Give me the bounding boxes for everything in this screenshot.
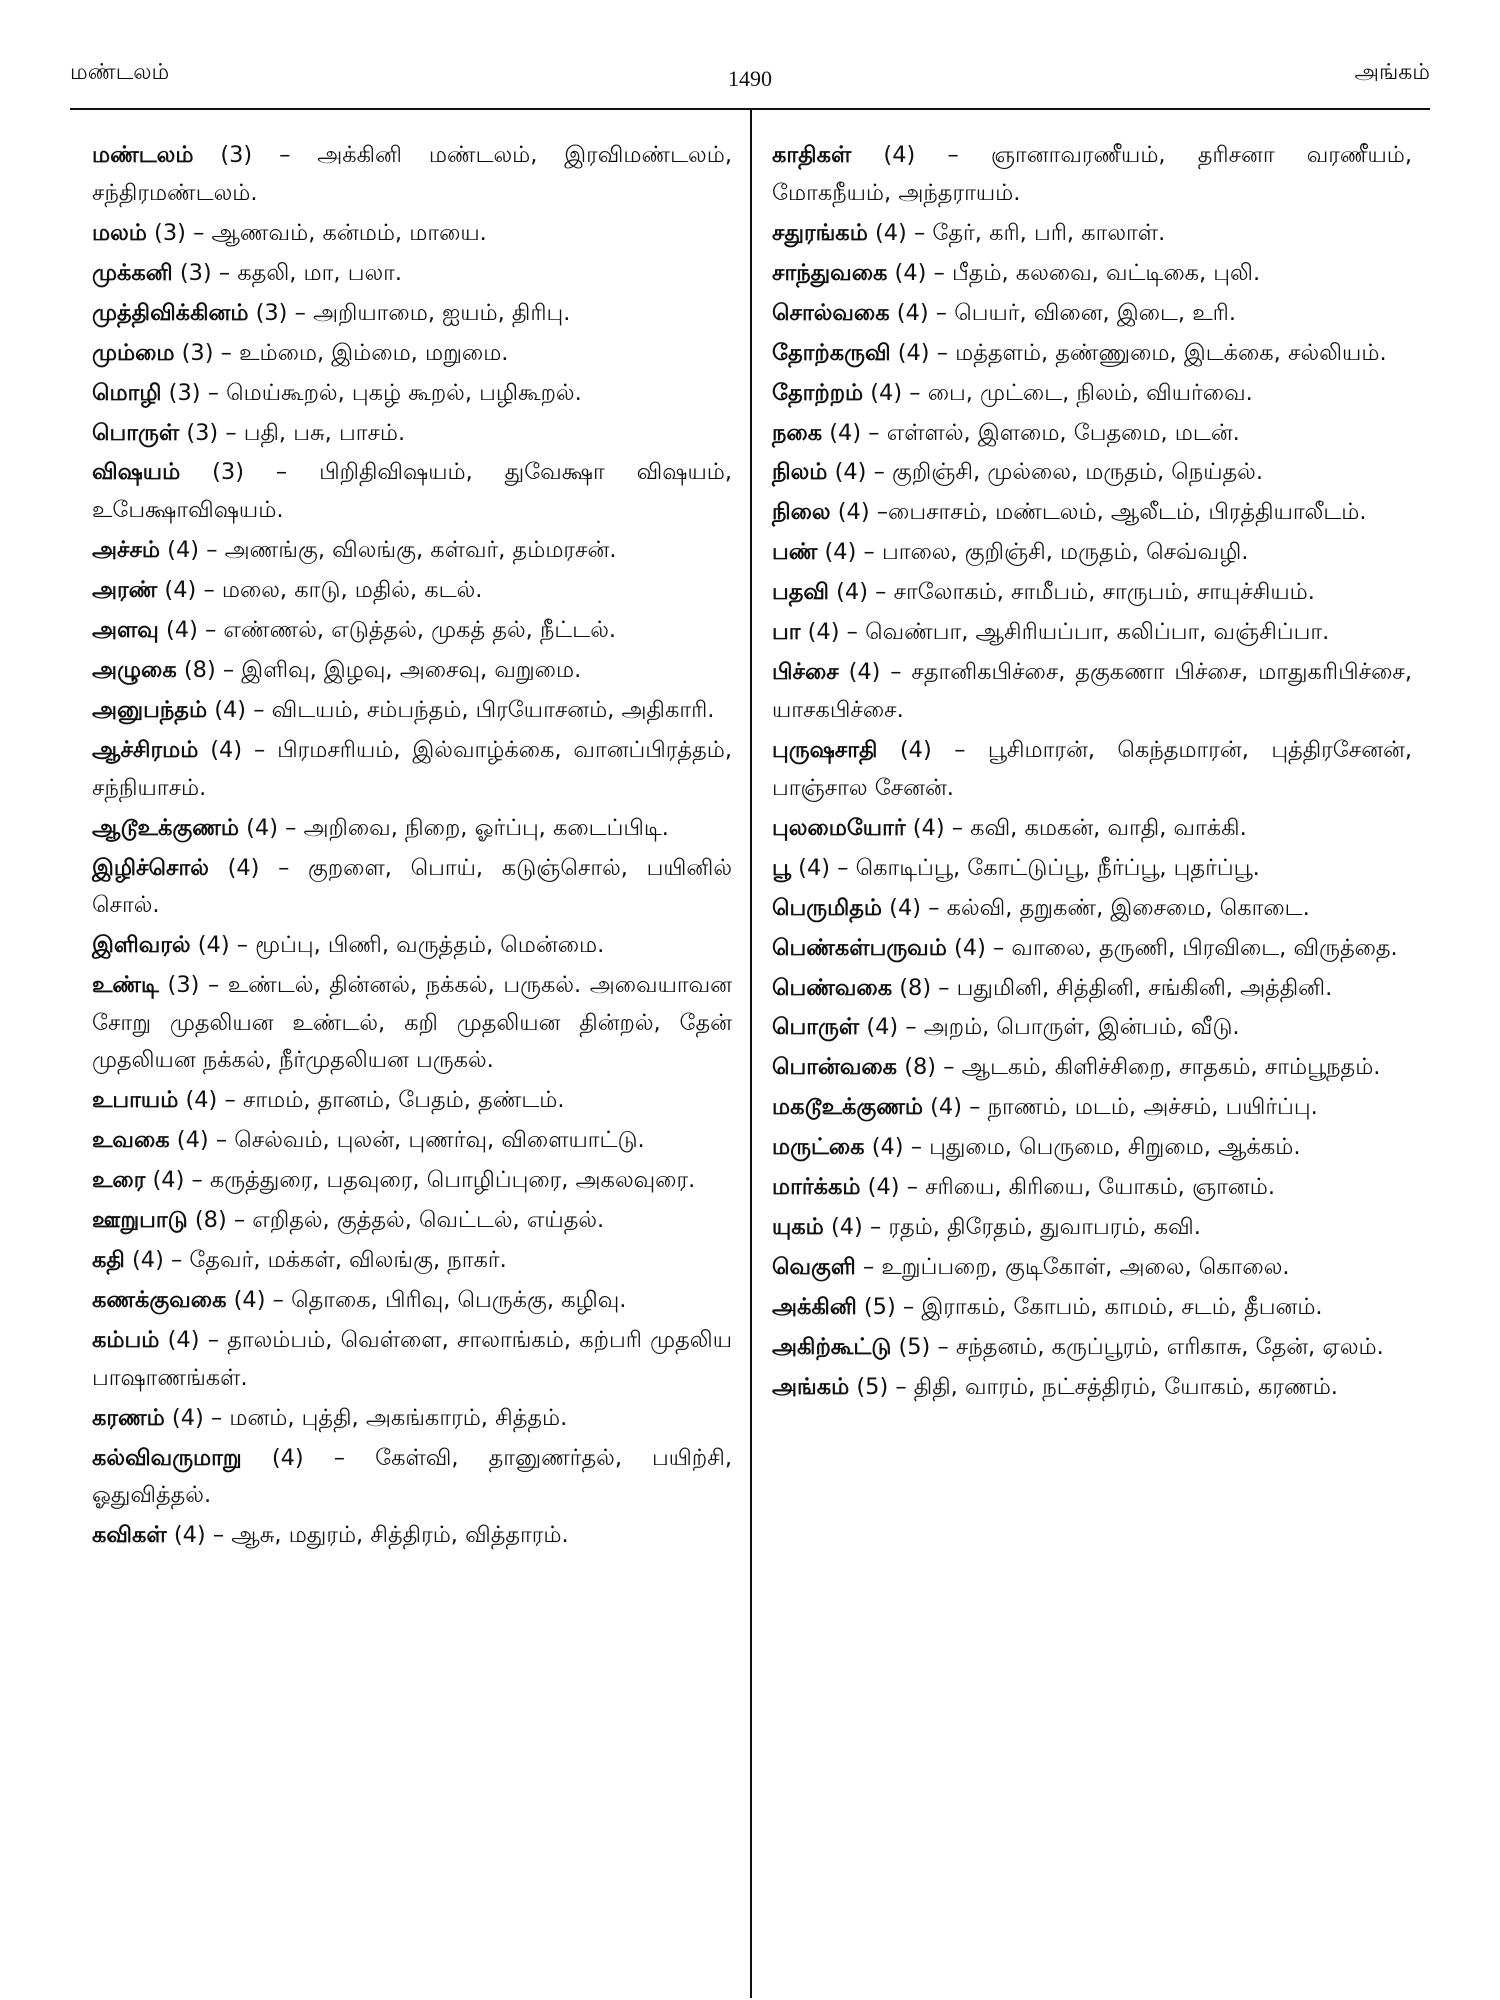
entry-definition: (4) – கொடிப்பூ, கோட்டுப்பூ, நீர்ப்பூ, புதர்ப்பூ. [791,854,1260,881]
entry-definition: (4) – பை, முட்டை, நிலம், வியர்வை. [863,379,1253,406]
dictionary-entry [772,415,1412,453]
dictionary-entry [92,810,732,848]
entry-definition: (4) – கவி, கமகன், வாதி, வாக்கி. [905,814,1247,841]
entry-definition: (4) – சரியை, கிரியை, யோகம், ஞானம். [860,1174,1275,1201]
dictionary-entry [92,612,732,650]
entry-headword: ஊறுபாடு [92,1207,188,1234]
dictionary-entry [772,654,1412,729]
entry-definition: (4) – எண்ணல், எடுத்தல், முகத் தல், நீட்டல். [158,617,617,644]
entry-headword: உபாயம் [92,1087,179,1114]
dictionary-entry [772,215,1412,253]
dictionary-entry [92,967,732,1080]
dictionary-entry [92,927,732,965]
entry-headword: பா [772,619,801,646]
column-divider [750,108,752,1998]
entry-definition: (4) – தேவர், மக்கள், விலங்கு, நாகர். [124,1247,507,1274]
dictionary-entry [92,1202,732,1240]
entry-headword: அனுபந்தம் [92,697,208,723]
entry-definition: (3) – ஆணவம், கன்மம், மாயை. [146,219,487,246]
entry-headword: பெண்கள்பருவம் [772,934,947,961]
entry-definition: (4) – பூசிமாரன், கெந்தமாரன், புத்திரசேனன், பாஞ்சால சேனன். [772,736,1412,801]
entry-headword: பொன்வகை [772,1054,898,1081]
dictionary-entry [92,1082,732,1120]
entry-headword: இளிவரல் [92,932,191,959]
entry-definition: (4) – சதானிகபிச்சை, தகுகணா பிச்சை, மாதுகரிபிச்சை, யாசகபிச்சை. [772,659,1412,723]
entry-headword: உவகை [92,1127,170,1154]
entry-definition: (4) – மலை, காடு, மதில், கடல். [157,577,483,604]
entry-headword: நிலை [772,499,831,526]
entry-definition: (4) –பைசாசம், மண்டலம், ஆலீடம், பிரத்தியாலீடம். [830,499,1367,526]
entry-definition: (4) – செல்வம், புலன், புணர்வு, விளையாட்டு. [169,1127,645,1154]
entry-definition: (8) – பதுமினி, சித்தினி, சங்கினி, அத்தினி. [892,974,1333,1001]
entry-headword: ஆடூஉக்குணம் [92,814,239,841]
dictionary-entry [92,454,732,529]
entry-definition: (4) – கேள்வி, தானுணர்தல், பயிற்சி, ஓதுவித்தல். [92,1444,732,1509]
dictionary-entry [92,215,732,253]
entry-definition: (8) – எறிதல், குத்தல், வெட்டல், எய்தல். [187,1207,605,1234]
entry-headword: பெருமிதம் [772,894,883,921]
entry-headword: மும்மை [92,339,175,366]
dictionary-entry [772,454,1412,492]
entry-definition: (3) – உம்மை, இம்மை, மறுமை. [174,339,509,366]
dictionary-entry [92,335,732,373]
dictionary-entry [772,1089,1412,1127]
dictionary-entry [772,1369,1412,1407]
entry-definition: (4) – குறளை, பொய், கடுஞ்சொல், பயினில் சொல். [92,854,732,919]
entry-definition: (4) – பீதம், கலவை, வட்டிகை, புலி. [887,259,1261,286]
entry-headword: அளவு [92,617,159,644]
entry-definition: (4) – வாலை, தருணி, பிரவிடை, விருத்தை. [946,934,1398,961]
entry-definition: (4) – ஆசு, மதுரம், சித்திரம், வித்தாரம். [166,1522,569,1549]
dictionary-entry [92,652,732,690]
entry-headword: கதி [92,1247,125,1274]
entry-headword: பொருள் [772,1014,860,1041]
dictionary-entry [772,375,1412,413]
entry-definition: (3) – உண்டல், தின்னல், நக்கல், பருகல். அவையாவன சோறு முதலியன உண்டல், கறி முதலியன தின்றல், தேன் முதலியன நக்கல், நீர்முதலியன பருகல். [92,972,732,1074]
entry-headword: பிச்சை [772,659,839,686]
dictionary-entry [92,732,732,807]
entry-definition: (4) – பிரமசரியம், இல்வாழ்க்கை, வானப்பிரத்தம், சந்நியாசம். [92,736,732,801]
entry-headword: அங்கம் [772,1374,850,1401]
running-head-right: அங்கம் [1354,60,1430,85]
entry-headword: அழுகை [92,657,177,684]
entry-definition: (4) – தேர், கரி, பரி, காலாள். [867,219,1166,246]
entry-definition: (4) – ரதம், திரேதம், துவாபரம், கவி. [823,1214,1201,1241]
entry-headword: இழிச்சொல் [92,854,209,881]
dictionary-entry [772,1129,1412,1167]
entry-headword: மண்டலம் [92,142,194,168]
entry-definition: (4) – சாமம், தானம், பேதம், தண்டம். [178,1087,565,1114]
entry-headword: அச்சம் [92,537,161,564]
page-header [70,60,1430,110]
entry-definition: (5) – சந்தனம், கருப்பூரம், எரிகாசு, தேன், ஏலம். [891,1334,1384,1361]
entry-headword: அரண் [92,577,158,604]
entry-headword: கரணம் [92,1404,165,1431]
entry-headword: கல்விவருமாறு [92,1444,242,1471]
entry-definition: (5) – இராகம், கோபம், காமம், சடம், தீபனம். [856,1294,1323,1321]
dictionary-entry [772,295,1412,333]
entry-definition: (4) – அணங்கு, விலங்கு, கள்வர், தம்மரசன். [160,537,617,564]
entry-headword: அக்கினி [772,1294,857,1321]
entry-headword: பதவி [772,579,829,606]
dictionary-entry [772,1329,1412,1367]
dictionary-entry [92,137,732,212]
dictionary-entry [92,415,732,453]
dictionary-entry [772,732,1412,807]
dictionary-entry [772,1249,1412,1287]
dictionary-entry [92,692,732,730]
entry-headword: நிலம் [772,459,828,486]
entry-definition: (5) – திதி, வாரம், நட்சத்திரம், யோகம், கரணம். [849,1374,1338,1401]
dictionary-entry [92,572,732,610]
entry-headword: உரை [92,1167,146,1194]
page-number: 1490 [728,66,772,91]
entry-definition: (4) – அறிவை, நிறை, ஓர்ப்பு, கடைப்பிடி. [238,814,669,841]
entry-headword: உண்டி [92,972,159,999]
right-column [772,137,1412,1409]
entry-headword: புலமையோர் [772,814,906,841]
entry-headword: பூ [772,854,792,881]
running-head-left: மண்டலம் [70,60,170,85]
entry-definition: (8) – இளிவு, இழவு, அசைவு, வறுமை. [176,657,582,684]
entry-definition: (4) – பெயர், வினை, இடை, உரி. [889,299,1236,326]
entry-headword: நகை [772,419,823,446]
dictionary-entry [92,1282,732,1320]
dictionary-entry [772,1049,1412,1087]
dictionary-entry [92,375,732,413]
entry-headword: முத்திவிக்கினம் [92,299,249,326]
dictionary-entry [772,614,1412,652]
dictionary-entry [772,810,1412,848]
entry-headword: முக்கனி [92,259,173,286]
dictionary-entry [772,850,1412,888]
entry-definition: (4) – புதுமை, பெருமை, சிறுமை, ஆக்கம். [864,1134,1301,1161]
entry-headword: கம்பம் [92,1327,160,1354]
entry-definition: (3) – கதலி, மா, பலா. [172,259,403,286]
dictionary-entry [92,1517,732,1555]
entry-definition: (4) – தாலம்பம், வெள்ளை, சாலாங்கம், கற்பரி முதலிய பாஷாணங்கள். [92,1327,732,1391]
dictionary-entry [772,970,1412,1008]
entry-headword: அகிற்கூட்டு [772,1334,892,1361]
dictionary-entry [92,255,732,293]
dictionary-entry [772,534,1412,572]
dictionary-entry [772,1169,1412,1207]
dictionary-entry [772,1209,1412,1247]
entry-definition: (4) – மனம், புத்தி, அகங்காரம், சித்தம். [164,1404,568,1431]
dictionary-entry [772,890,1412,928]
entry-headword: தோற்றம் [772,379,864,406]
entry-headword: மொழி [92,379,162,406]
entry-headword: ஆச்சிரமம் [92,736,199,763]
dictionary-entry [772,255,1412,293]
dictionary-entry [92,1322,732,1397]
dictionary-entry [92,850,732,925]
entry-headword: கணக்குவகை [92,1287,227,1314]
entry-definition: (4) – கருத்துரை, பதவுரை, பொழிப்புரை, அகலவுரை. [145,1167,696,1194]
entry-definition: (4) – தொகை, பிரிவு, பெருக்கு, கழிவு. [226,1287,627,1314]
dictionary-entry [92,1440,732,1515]
entry-headword: பண் [772,539,818,566]
dictionary-entry [92,1242,732,1280]
dictionary-entry [92,532,732,570]
entry-definition: (4) – மூப்பு, பிணி, வருத்தம், மென்மை. [190,932,605,959]
entry-headword: சதுரங்கம் [772,219,868,246]
entry-definition: (4) – நாணம், மடம், அச்சம், பயிர்ப்பு. [923,1094,1318,1121]
dictionary-entry [92,1400,732,1438]
entry-headword: தோற்கருவி [772,339,891,366]
dictionary-entry [772,1289,1412,1327]
entry-definition: (3) – அக்கினி மண்டலம், இரவிமண்டலம், சந்திரமண்டலம். [92,142,732,206]
dictionary-entry [772,335,1412,373]
dictionary-entry [92,1122,732,1160]
entry-definition: (4) – கல்வி, தறுகண், இசைமை, கொடை. [882,894,1310,921]
entry-headword: மகடூஉக்குணம் [772,1094,923,1121]
dictionary-entry [772,1009,1412,1047]
entry-definition: (4) – விடயம், சம்பந்தம், பிரயோசனம், அதிகாரி. [207,697,715,723]
entry-definition: (4) – பாலை, குறிஞ்சி, மருதம், செவ்வழி. [817,539,1249,566]
dictionary-entry [772,930,1412,968]
entry-definition: (4) – மத்தளம், தண்ணுமை, இடக்கை, சல்லியம். [890,339,1387,366]
entry-definition: (8) – ஆடகம், கிளிச்சிறை, சாதகம், சாம்பூநதம். [897,1054,1381,1081]
left-column [92,137,732,1557]
entry-headword: பொருள் [92,419,180,446]
entry-definition: (3) – பதி, பசு, பாசம். [179,419,406,446]
entry-headword: மருட்கை [772,1134,865,1161]
dictionary-entry [772,137,1412,212]
entry-headword: மார்க்கம் [772,1174,861,1201]
entry-headword: சொல்வகை [772,299,890,326]
entry-headword: யுகம் [772,1214,824,1241]
entry-headword: விஷயம் [92,459,181,486]
entry-headword: காதிகள் [772,142,852,168]
entry-definition: (4) – அறம், பொருள், இன்பம், வீடு. [859,1014,1240,1041]
entry-definition: (3) – பிறிதிவிஷயம், துவேக்ஷா விஷயம், உபேக்ஷாவிஷயம். [92,459,732,524]
entry-definition: (4) – வெண்பா, ஆசிரியப்பா, கலிப்பா, வஞ்சிப்பா. [800,619,1330,646]
entry-headword: பெண்வகை [772,974,893,1001]
entry-definition: (4) – எள்ளல், இளமை, பேதமை, மடன். [822,419,1240,446]
dictionary-entry [772,494,1412,532]
dictionary-entry [92,295,732,333]
entry-definition: (4) – சாலோகம், சாமீபம், சாருபம், சாயுச்சியம். [829,579,1315,606]
entry-definition: (3) – அறியாமை, ஐயம், திரிபு. [248,299,571,326]
entry-definition: (3) – மெய்கூறல், புகழ் கூறல், பழிகூறல். [161,379,582,406]
entry-headword: மலம் [92,219,147,246]
entry-definition: (4) – குறிஞ்சி, முல்லை, மருதம், நெய்தல். [827,459,1263,486]
entry-headword: புருஷசாதி [772,736,878,763]
entry-definition: – உறுப்பறை, குடிகோள், அலை, கொலை. [855,1254,1290,1281]
entry-headword: கவிகள் [92,1522,167,1549]
dictionary-entry [92,1162,732,1200]
entry-headword: வெகுளி [772,1254,856,1281]
entry-headword: சாந்துவகை [772,259,888,286]
entry-definition: (4) – ஞானாவரணீயம், தரிசனா வரணீயம், மோகநீயம், அந்தராயம். [772,142,1412,206]
dictionary-entry [772,574,1412,612]
